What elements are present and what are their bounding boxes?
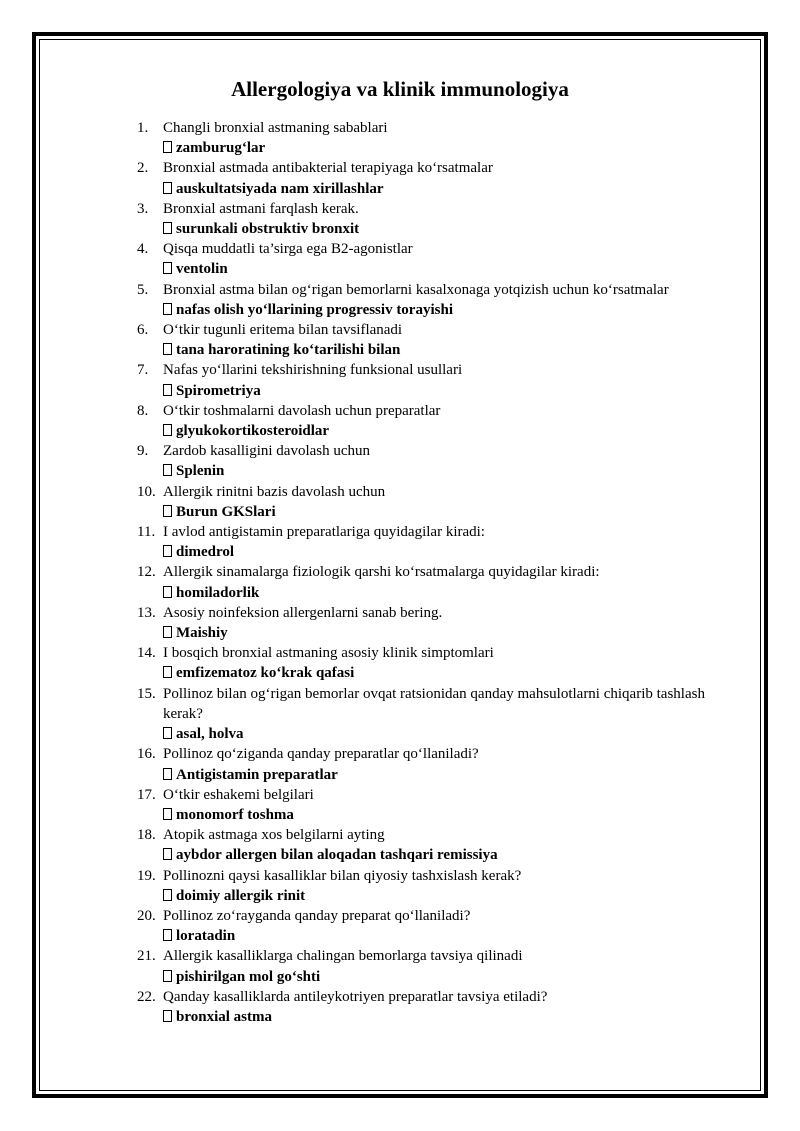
document-title: Allergologiya va klinik immunologiya xyxy=(231,77,569,101)
answer-text: asal, holva xyxy=(176,726,244,743)
missing-glyph-box-icon xyxy=(163,262,172,274)
question-text: O‘tkir eshakemi belgilari xyxy=(163,786,314,803)
question-body xyxy=(163,825,717,865)
question-body xyxy=(163,785,717,825)
question-text: Bronxial astmani farqlash kerak. xyxy=(163,200,359,217)
question-item xyxy=(137,441,717,481)
question-item xyxy=(137,118,717,158)
question-text: Zardob kasalligini davolash uchun xyxy=(163,443,371,460)
answer-line xyxy=(163,179,717,199)
answer-line xyxy=(163,219,717,239)
question-body xyxy=(163,280,717,320)
question-item xyxy=(137,825,717,865)
question-text: Pollinoz zo‘rayganda qanday preparat qo‘llaniladi? xyxy=(163,907,471,924)
question-body xyxy=(163,987,717,1027)
missing-glyph-box-icon xyxy=(163,222,172,234)
missing-glyph-box-icon xyxy=(163,343,172,355)
question-text: Allergik sinamalarga fiziologik qarshi ko‘rsatmalarga quyidagilar kiradi: xyxy=(163,564,600,581)
question-number: 1. xyxy=(137,120,149,136)
question-item xyxy=(137,866,717,906)
question-body xyxy=(163,239,717,279)
missing-glyph-box-icon xyxy=(163,929,172,941)
question-text: I avlod antigistamin preparatlariga quyidagilar kiradi: xyxy=(163,524,485,541)
question-item xyxy=(137,785,717,825)
question-text: Asosiy noinfeksion allergenlarni sanab bering. xyxy=(163,604,443,621)
answer-text: auskultatsiyada nam xirillashlar xyxy=(176,180,384,197)
question-number: 7. xyxy=(137,362,149,379)
answer-text: emfizematoz ko‘krak qafasi xyxy=(176,665,355,682)
answer-text: Antigistamin preparatlar xyxy=(176,766,338,783)
question-body xyxy=(163,866,717,906)
question-body xyxy=(163,522,717,562)
answer-text: pishirilgan mol go‘shti xyxy=(176,968,321,985)
question-text: O‘tkir tugunli eritema bilan tavsiflanadi xyxy=(163,322,403,339)
question-number: 2. xyxy=(137,160,149,177)
question-text: Allergik kasalliklarga chalingan bemorlarga tavsiya qilinadi xyxy=(163,948,523,965)
answer-line xyxy=(163,967,717,987)
missing-glyph-box-icon xyxy=(163,970,172,982)
question-item xyxy=(137,320,717,360)
question-number: 4. xyxy=(137,241,149,258)
missing-glyph-box-icon xyxy=(163,384,172,396)
question-item xyxy=(137,522,717,562)
answer-line xyxy=(163,542,717,562)
question-item xyxy=(137,684,717,745)
answer-text: homiladorlik xyxy=(176,584,260,601)
question-body xyxy=(163,158,717,198)
question-body xyxy=(163,360,717,400)
question-number: 12. xyxy=(137,564,156,581)
answer-text: tana haroratining ko‘tarilishi bilan xyxy=(176,342,401,359)
answer-text: nafas olish yo‘llarining progressiv torayishi xyxy=(176,301,453,318)
question-number: 21. xyxy=(137,948,156,965)
missing-glyph-box-icon xyxy=(163,626,172,638)
missing-glyph-box-icon xyxy=(163,545,172,557)
missing-glyph-box-icon xyxy=(163,424,172,436)
question-text: O‘tkir toshmalarni davolash uchun preparatlar xyxy=(163,402,441,419)
answer-line xyxy=(163,138,717,158)
question-item xyxy=(137,987,717,1027)
answer-text: glyukokortikosteroidlar xyxy=(176,423,330,440)
question-number: 10. xyxy=(137,483,156,500)
question-number: 20. xyxy=(137,907,156,924)
answer-line xyxy=(163,502,717,522)
missing-glyph-box-icon xyxy=(163,848,172,860)
missing-glyph-box-icon xyxy=(163,889,172,901)
question-number: 5. xyxy=(137,281,149,298)
missing-glyph-box-icon xyxy=(163,303,172,315)
question-item xyxy=(137,906,717,946)
question-text: Bronxial astmada antibakterial terapiyaga ko‘rsatmalar xyxy=(163,160,493,177)
answer-line xyxy=(163,926,717,946)
missing-glyph-box-icon xyxy=(163,808,172,820)
question-item xyxy=(137,643,717,683)
question-text: Qanday kasalliklarda antileykotriyen preparatlar tavsiya etiladi? xyxy=(163,988,548,1005)
answer-line xyxy=(163,340,717,360)
answer-line xyxy=(163,886,717,906)
answer-line xyxy=(163,805,717,825)
answer-line xyxy=(163,259,717,279)
question-text: I bosqich bronxial astmaning asosiy klinik simptomlari xyxy=(163,645,494,662)
answer-line xyxy=(163,663,717,683)
question-number: 17. xyxy=(137,786,156,803)
question-item xyxy=(137,562,717,602)
question-item xyxy=(137,744,717,784)
answer-line xyxy=(163,724,717,744)
answer-text: loratadin xyxy=(176,928,236,945)
question-body xyxy=(163,906,717,946)
question-body xyxy=(163,684,717,745)
question-number: 13. xyxy=(137,604,156,621)
missing-glyph-box-icon xyxy=(163,666,172,678)
question-item xyxy=(137,280,717,320)
answer-text: surunkali obstruktiv bronxit xyxy=(176,221,360,238)
missing-glyph-box-icon xyxy=(163,768,172,780)
answer-text: Burun GKSlari xyxy=(176,503,276,520)
question-number: 19. xyxy=(137,867,156,884)
question-text: Allergik rinitni bazis davolash uchun xyxy=(163,483,386,500)
question-item xyxy=(137,603,717,643)
missing-glyph-box-icon xyxy=(163,141,172,153)
missing-glyph-box-icon xyxy=(163,727,172,739)
question-body xyxy=(163,401,717,441)
question-body xyxy=(163,603,717,643)
question-number: 11. xyxy=(137,524,156,541)
question-body xyxy=(163,744,717,784)
question-text: Atopik astmaga xos belgilarni ayting xyxy=(163,827,385,844)
question-number: 9. xyxy=(137,443,149,460)
answer-line xyxy=(163,623,717,643)
question-body xyxy=(163,199,717,239)
question-number: 18. xyxy=(137,827,156,844)
missing-glyph-box-icon xyxy=(163,464,172,476)
answer-text: ventolin xyxy=(176,261,228,278)
question-number: 3. xyxy=(137,200,149,217)
question-number: 6. xyxy=(137,322,149,339)
question-body xyxy=(163,643,717,683)
answer-line xyxy=(163,381,717,401)
missing-glyph-box-icon xyxy=(163,586,172,598)
question-item xyxy=(137,158,717,198)
question-item xyxy=(137,401,717,441)
answer-line xyxy=(163,765,717,785)
question-text: Bronxial astma bilan og‘rigan bemorlarni kasalxonaga yotqizish uchun ko‘rsatmalar xyxy=(163,281,669,298)
answer-text: bronxial astma xyxy=(176,1008,272,1025)
question-item xyxy=(137,239,717,279)
question-text: Pollinoz bilan og‘rigan bemorlar ovqat ratsionidan qanday mahsulotlarni chiqarib tashlash kerak? xyxy=(163,685,705,722)
answer-line xyxy=(163,583,717,603)
answer-line xyxy=(163,461,717,481)
question-list xyxy=(137,118,717,1027)
question-body xyxy=(163,118,717,158)
question-body xyxy=(163,320,717,360)
question-text: Qisqa muddatli ta’sirga ega B2-agonistlar xyxy=(163,241,413,258)
answer-text: monomorf toshma xyxy=(176,806,294,823)
question-item xyxy=(137,199,717,239)
answer-text: Maishiy xyxy=(176,625,228,642)
question-body xyxy=(163,946,717,986)
answer-line xyxy=(163,845,717,865)
answer-text: aybdor allergen bilan aloqadan tashqari remissiya xyxy=(176,847,498,864)
question-text: Pollinozni qaysi kasalliklar bilan qiyosiy tashxislash kerak? xyxy=(163,867,522,884)
answer-text: Spirometriya xyxy=(176,382,261,399)
answer-text: Splenin xyxy=(176,463,225,480)
question-text: Nafas yo‘llarini tekshirishning funksional usullari xyxy=(163,362,463,379)
question-body xyxy=(163,482,717,522)
answer-text: dimedrol xyxy=(176,544,235,561)
question-item xyxy=(137,482,717,522)
answer-text: zamburug‘lar xyxy=(176,140,266,157)
missing-glyph-box-icon xyxy=(163,182,172,194)
question-body xyxy=(163,441,717,481)
question-number: 14. xyxy=(137,645,156,662)
answer-line xyxy=(163,1007,717,1027)
question-number: 15. xyxy=(137,685,156,702)
answer-line xyxy=(163,421,717,441)
question-body xyxy=(163,562,717,602)
question-text: Changli bronxial astmaning sabablari xyxy=(163,120,388,136)
question-item xyxy=(137,360,717,400)
question-number: 16. xyxy=(137,746,156,763)
answer-text: doimiy allergik rinit xyxy=(176,887,306,904)
question-item xyxy=(137,946,717,986)
question-number: 22. xyxy=(137,988,156,1005)
question-text: Pollinoz qo‘ziganda qanday preparatlar qo‘llaniladi? xyxy=(163,746,479,763)
missing-glyph-box-icon xyxy=(163,505,172,517)
question-number: 8. xyxy=(137,402,149,419)
answer-line xyxy=(163,300,717,320)
missing-glyph-box-icon xyxy=(163,1010,172,1022)
